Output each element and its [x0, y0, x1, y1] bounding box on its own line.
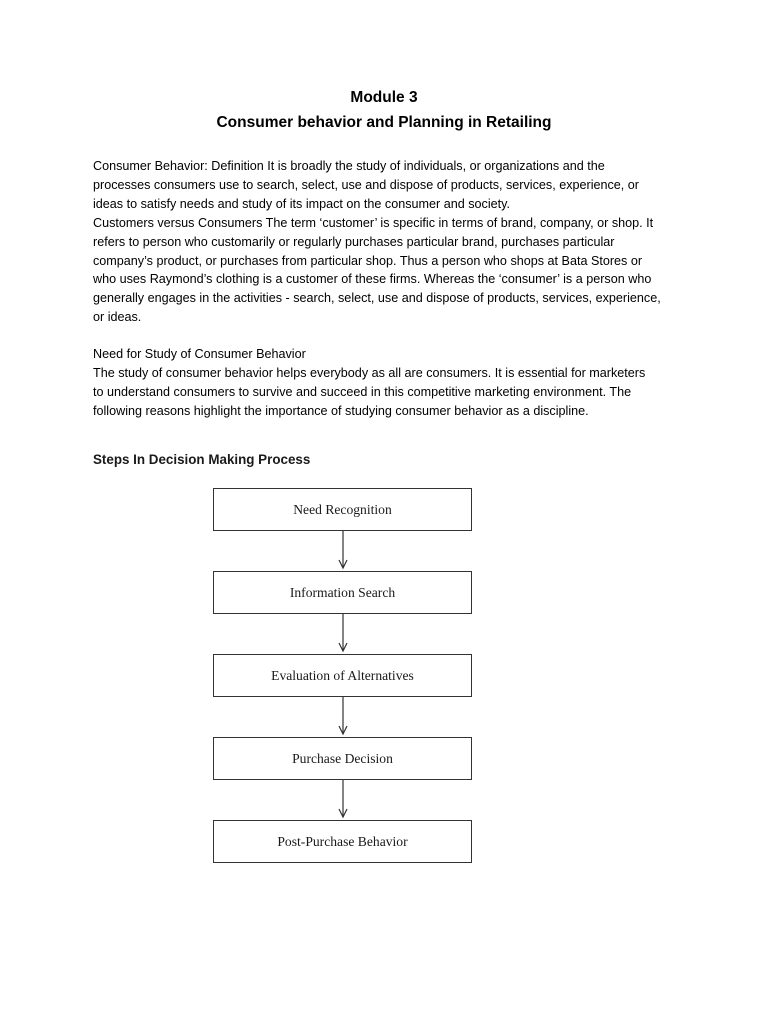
flowchart-heading: Steps In Decision Making Process: [93, 452, 311, 467]
paragraph-need-for-study: Need for Study of Consumer Behavior The study of consumer behavior helps everybody as all are consumers. It is essential for marketers to understand consumers to survive and succeed in this competitive marketing environment. The following reasons highlight the importance of studying consumer behavior as a discipline.: [93, 347, 646, 418]
step-box-need-recognition: Need Recognition: [213, 488, 472, 531]
arrow-down-icon: [339, 697, 347, 734]
arrow-down-icon: [339, 531, 347, 568]
arrow-down-icon: [339, 614, 347, 651]
page-title: Consumer behavior and Planning in Retailing: [216, 114, 552, 131]
step-box-evaluation-of-alternatives: Evaluation of Alternatives: [213, 654, 472, 697]
arrow-down-icon: [339, 780, 347, 817]
paragraph-definition: Consumer Behavior: Definition It is broadly the study of individuals, or organizations and the processes consumers use to search, select, use and dispose of products, services, experience, or ideas to satisfy needs and study of its impact on the consumer and society. Customers versus Consumers The term ‘customer’ is specific in terms of brand, company, or shop. It refers to person who customarily or regularly purchases particular brand, purchases particular company’s product, or purchases from particular shop. Thus a person who shops at Bata Stores or who uses Raymond’s clothing is a customer of these firms. Whereas the ‘consumer’ is a person who generally engages in the activities - search, select, use and dispose of products, services, experience, or ideas.: [93, 159, 661, 325]
step-box-purchase-decision: Purchase Decision: [213, 737, 472, 780]
step-box-post-purchase-behavior: Post-Purchase Behavior: [213, 820, 472, 863]
step-box-information-search: Information Search: [213, 571, 472, 614]
module-number: Module 3: [350, 89, 418, 106]
